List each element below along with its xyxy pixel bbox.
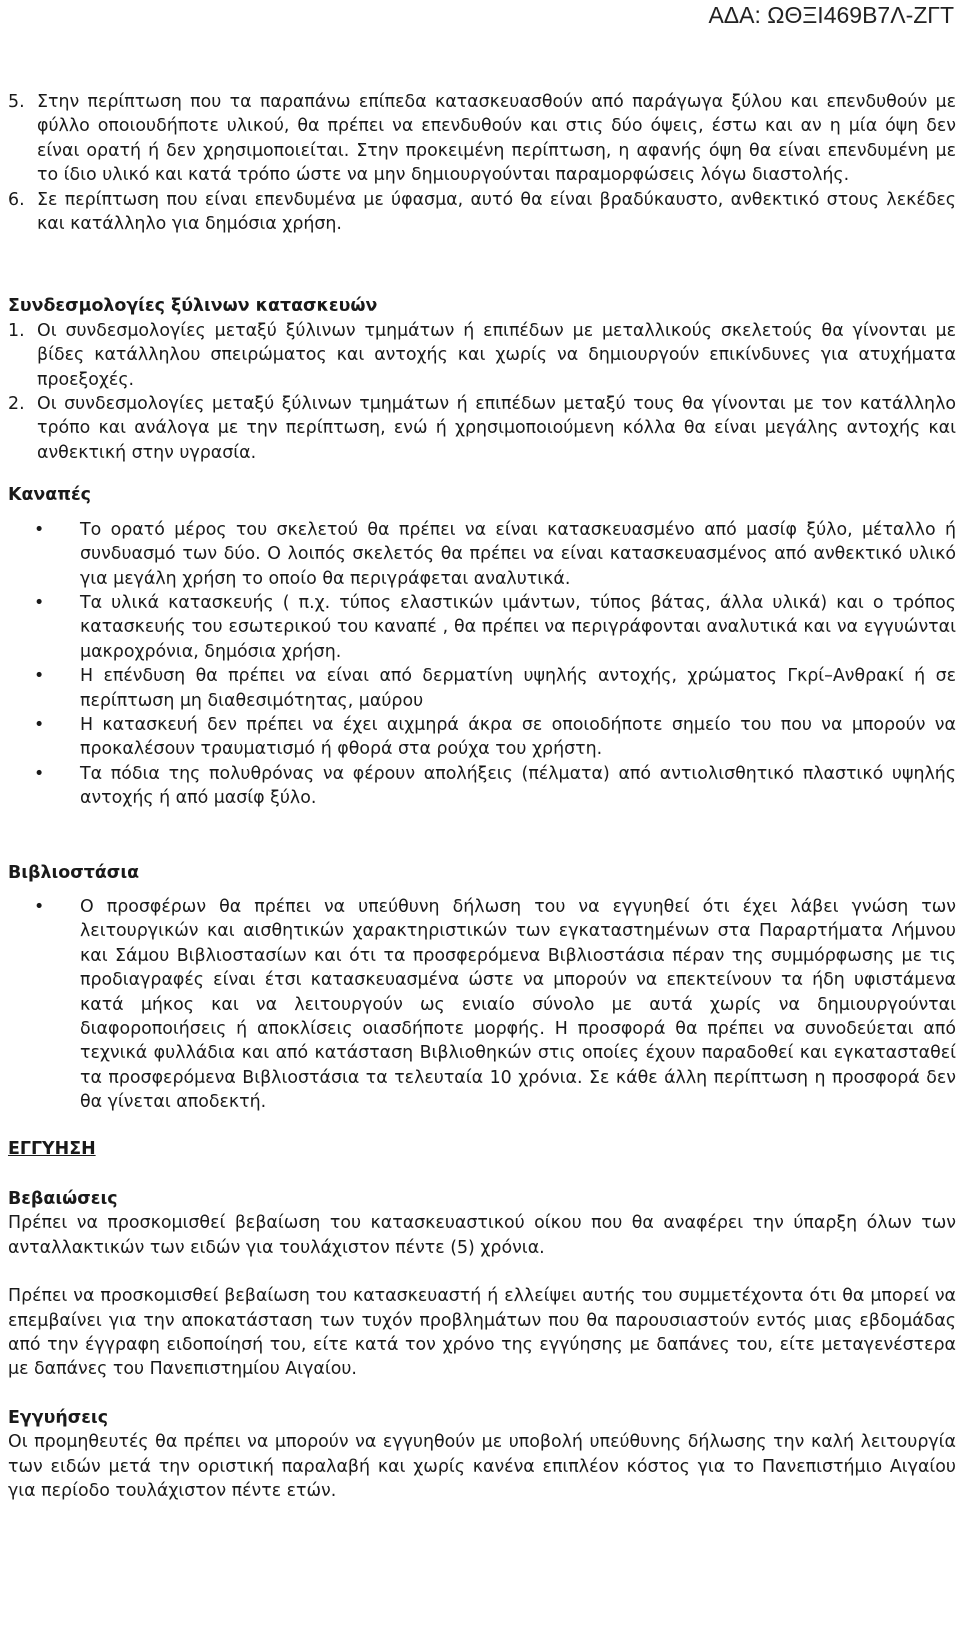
list-item [8, 392, 956, 465]
certifications-paragraph: Πρέπει να προσκομισθεί βεβαίωση του κατασκευαστή ή ελλείψει αυτής του συμμετέχοντα ότι θα μπορεί να επεμβαίνει για την αποκατάσταση των τυχόν προβλημάτων που θα παρουσιαστούν εντός μιας εβδομάδας από την έγγραφη ειδοποίησή του, είτε κατά τον χρόνο της εγγύησης με δαπάνες του, είτε μεταγενέστερα με δαπάνες του Πανεπιστημίου Αιγαίου. [8, 1286, 956, 1380]
item-number: 5. [8, 92, 25, 112]
item-text: Στην περίπτωση που τα παραπάνω επίπεδα κατασκευασθούν από παράγωγα ξύλου και επενδυθούν με φύλλο οποιουδήποτε υλικού, θα πρέπει να επενδυθούν και στις δύο όψεις, έστω και αν η μία όψη δεν είναι ορατή ή δεν χρησιμοποιείται. Στην προκειμένη περίπτωση, η αφανής όψη θα είναι επενδυμένη με το ίδιο υλικό και κατά τρόπο ώστε να μην δημιουργούνται παραμορφώσεις λόγω διαστολής. [37, 92, 956, 186]
guarantees-paragraph: Οι προμηθευτές θα πρέπει να μπορούν να εγγυηθούν με υποβολή υπεύθυνης δήλωσης την καλή λειτουργία των ειδών μετά την οριστική παραλαβή και χωρίς κανένα επιπλέον κόστος για το Πανεπιστήμιο Αιγαίου για περίοδο τουλάχιστον πέντε ετών. [8, 1432, 956, 1502]
list-item [8, 90, 956, 188]
item-text: Το ορατό μέρος του σκελετού θα πρέπει να είναι κατασκευασμένο από μασίφ ξύλο, μέταλλο ή συνδυασμό των δύο. Ο λοιπός σκελετός θα πρέπει να είναι κατασκευασμένος από ανθεκτικό υλικό για μεγάλη χρήση το οποίο θα περιγράφεται αναλυτικά. [80, 519, 956, 589]
list-item [8, 895, 956, 1115]
bullet-icon: • [34, 592, 45, 613]
certifications-section [8, 1187, 956, 1382]
bullet-icon: • [34, 519, 45, 540]
item-number: 2. [8, 394, 25, 415]
item-text: Τα υλικά κατασκευής ( π.χ. τύπος ελαστικών ιμάντων, τύπος βάτας, άλλα υλικά) και ο τρόπος κατασκευής του εσωτερικού του καναπέ , θα πρέπει να περιγράφονται αναλυτικά και να εγγυώνται μακροχρόνια, δημόσια χρήση. [80, 592, 956, 662]
document-body [8, 90, 956, 1504]
bullet-icon: • [34, 896, 45, 917]
certifications-paragraph: Πρέπει να προσκομισθεί βεβαίωση του κατασκευαστικού οίκου που θα αναφέρει την ύπαρξη όλων των ανταλλακτικών των ειδών για τουλάχιστον πέντε (5) χρόνια. [8, 1213, 956, 1258]
list-item [8, 188, 956, 237]
bookcases-heading: Βιβλιοστάσια [8, 862, 140, 883]
item-text: Ο προσφέρων θα πρέπει να υπεύθυνη δήλωση του να εγγυηθεί ότι έχει λάβει γνώση των λειτουργικών και αισθητικών χαρακτηριστικών των εγκαταστημένων στα Παραρτήματα Λήμνου και Σάμου Βιβλιοστασίων και ότι τα προσφερόμενα Βιβλιοστάσια πέραν της συμμόρφωσης με τις προδιαγραφές είναι έτσι κατασκευασμένα ώστε να μπορούν να επεκτείνουν τα ήδη υφιστάμενα κατά μήκος και να λειτουργούν ως ενιαίο σύνολο με αυτά χωρίς να δημιουργούνται διαφοροποιήσεις ή αποκλίσεις οιασδήποτε μορφής. Η προσφορά θα πρέπει να συνοδεύεται από τεχνικά φυλλάδια και από κατάσταση Βιβλιοθηκών στις οποίες έχουν παραδοθεί και εγκατασταθεί τα προσφερόμενα Βιβλιοστάσια τα τελευταία 10 χρόνια. Σε κάθε άλλη περίπτωση η προσφορά δεν θα γίνεται αποδεκτή. [80, 896, 956, 1113]
bullet-icon: • [34, 714, 45, 735]
item-text: Η επένδυση θα πρέπει να είναι από δερματίνη υψηλής αντοχής, χρώματος Γκρί–Ανθρακί ή σε περίπτωση μη διαθεσιμότητας, μαύρου [80, 666, 956, 711]
list-item [8, 762, 956, 811]
sofas-section [8, 483, 956, 810]
bullet-icon: • [34, 763, 45, 784]
list-item [8, 319, 956, 392]
list-item [8, 518, 956, 591]
ada-code: ΑΔΑ: ΩΘΞΙ469Β7Λ-ΖΓΤ [708, 2, 954, 28]
item-text: Σε περίπτωση που είναι επενδυμένα με ύφασμα, αυτό θα είναι βραδύκαυστο, ανθεκτικό στους λεκέδες και κατάλληλο για δημόσια χρήση. [37, 189, 956, 235]
list-item [8, 713, 956, 762]
list-item [8, 664, 956, 713]
item-text: Τα πόδια της πολυθρόνας να φέρουν απολήξεις (πέλματα) από αντιολισθητικό πλαστικό υψηλής αντοχής ή από μασίφ ξύλο. [80, 763, 956, 809]
warranty-heading: ΕΓΓΥΗΣΗ [8, 1138, 96, 1159]
top-items [8, 90, 956, 236]
item-number: 1. [8, 320, 25, 341]
sofas-heading: Καναπές [8, 485, 91, 506]
bullet-icon: • [34, 666, 45, 687]
certifications-heading: Βεβαιώσεις [8, 1189, 118, 1210]
bookcases-list [8, 895, 956, 1115]
guarantees-heading: Εγγυήσεις [8, 1407, 109, 1428]
sofas-list [8, 518, 956, 811]
guarantees-section [8, 1406, 956, 1504]
joints-heading: Συνδεσμολογίες ξύλινων κατασκευών [8, 296, 378, 317]
item-text: Οι συνδεσμολογίες μεταξύ ξύλινων τμημάτων ή επιπέδων με μεταλλικούς σκελετούς θα γίνονται με βίδες κατάλληλου σπειρώματος και αντοχής και χωρίς να δημιουργούν επικίνδυνες για ατυχήματα προεξοχές. [37, 320, 956, 390]
joints-section [8, 294, 956, 465]
item-text: Οι συνδεσμολογίες μεταξύ ξύλινων τμημάτων ή επιπέδων μεταξύ τους θα γίνονται με τον κατάλληλο τρόπο και ανάλογα με την περίπτωση, ενώ ή χρησιμοποιούμενη κόλλα θα είναι μεγάλης αντοχής και ανθεκτική στην υγρασία. [37, 394, 956, 463]
bookcases-section [8, 861, 956, 1115]
item-number: 6. [8, 189, 25, 210]
item-text: Η κατασκευή δεν πρέπει να έχει αιχμηρά άκρα σε οποιοδήποτε σημείο του που να μπορούν να προκαλέσουν τραυματισμό ή φθορά στα ρούχα του χρήστη. [80, 714, 956, 760]
list-item [8, 591, 956, 664]
